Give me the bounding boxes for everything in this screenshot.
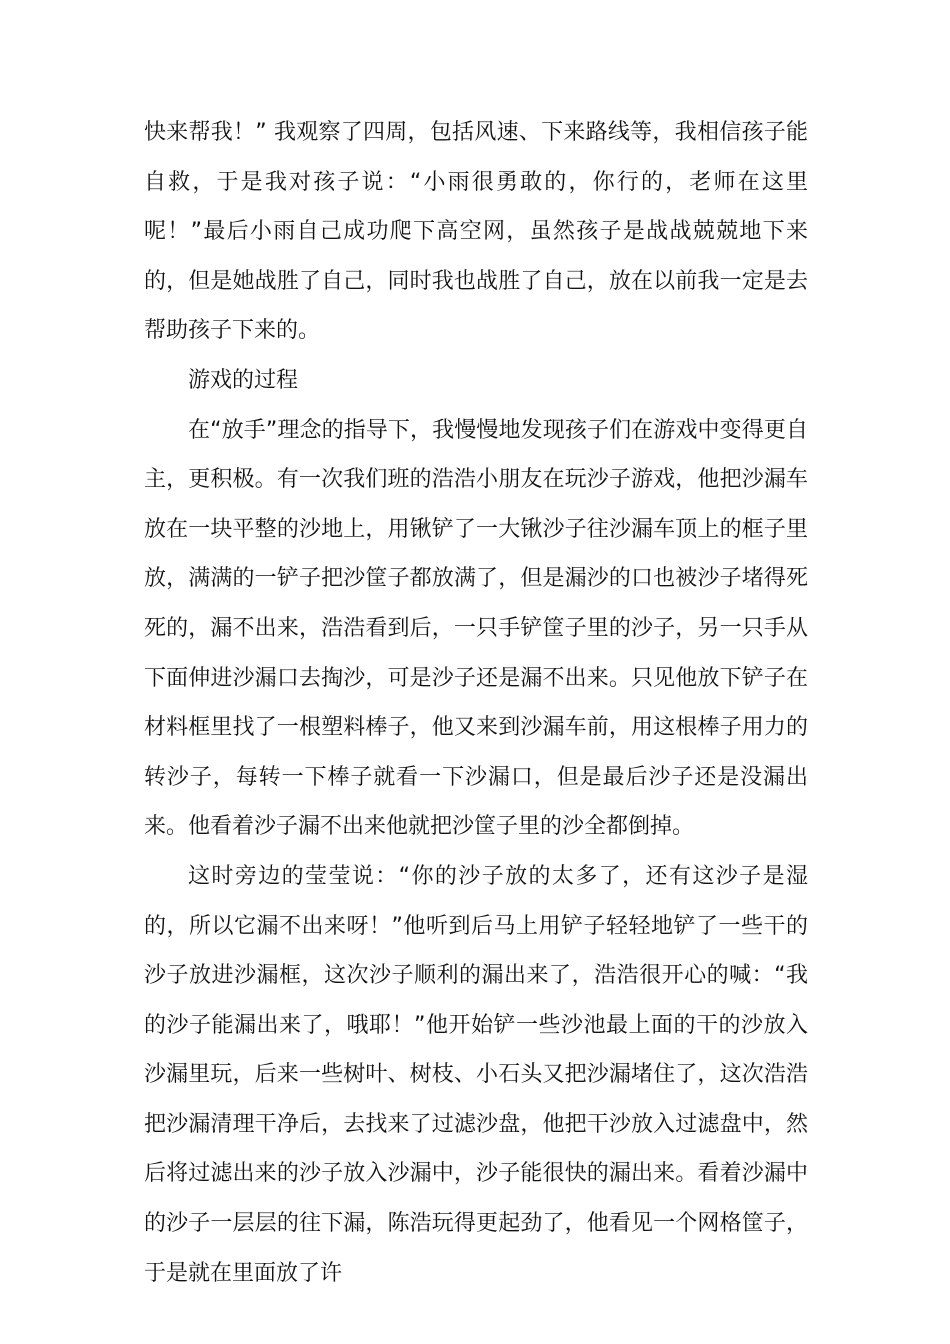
paragraph-continuation: 快来帮我！” 我观察了四周，包括风速、下来路线等，我相信孩子能自救，于是我对孩子说：“小雨很勇敢的，你行的，老师在这里呢！”最后小雨自己成功爬下高空网，虽然孩子是战战兢兢地下来的，但是她战胜了自己，同时我也战胜了自己，放在以前我一定是去帮助孩子下来的。 xyxy=(144,120,808,344)
document-body xyxy=(144,108,808,1298)
section-heading: 游戏的过程 xyxy=(188,367,299,393)
paragraph: 在“放手”理念的指导下，我慢慢地发现孩子们在游戏中变得更自主，更积极。有一次我们班的浩浩小朋友在玩沙子游戏，他把沙漏车放在一块平整的沙地上，用锹铲了一大锹沙子往沙漏车顶上的框子里放，满满的一铲子把沙筐子都放满了，但是漏沙的口也被沙子堵得死死的，漏不出来，浩浩看到后，一只手铲筐子里的沙子，另一只手从下面伸进沙漏口去掏沙，可是沙子还是漏不出来。只见他放下铲子在材料框里找了一根塑料棒子，他又来到沙漏车前，用这根棒子用力的转沙子，每转一下棒子就看一下沙漏口，但是最后沙子还是没漏出来。他看着沙子漏不出来他就把沙筐子里的沙全都倒掉。 xyxy=(144,417,808,840)
paragraph: 这时旁边的莹莹说：“你的沙子放的太多了，还有这沙子是湿的，所以它漏不出来呀！”他听到后马上用铲子轻轻地铲了一些干的沙子放进沙漏框，这次沙子顺利的漏出来了，浩浩很开心的喊：“我的沙子能漏出来了，哦耶！”他开始铲一些沙池最上面的干的沙放入沙漏里玩，后来一些树叶、树枝、小石头又把沙漏堵住了，这次浩浩把沙漏清理干净后，去找来了过滤沙盘，他把干沙放入过滤盘中，然后将过滤出来的沙子放入沙漏中，沙子能很快的漏出来。看着沙漏中的沙子一层层的往下漏，陈浩玩得更起劲了，他看见一个网格筐子，于是就在里面放了许 xyxy=(144,863,808,1286)
